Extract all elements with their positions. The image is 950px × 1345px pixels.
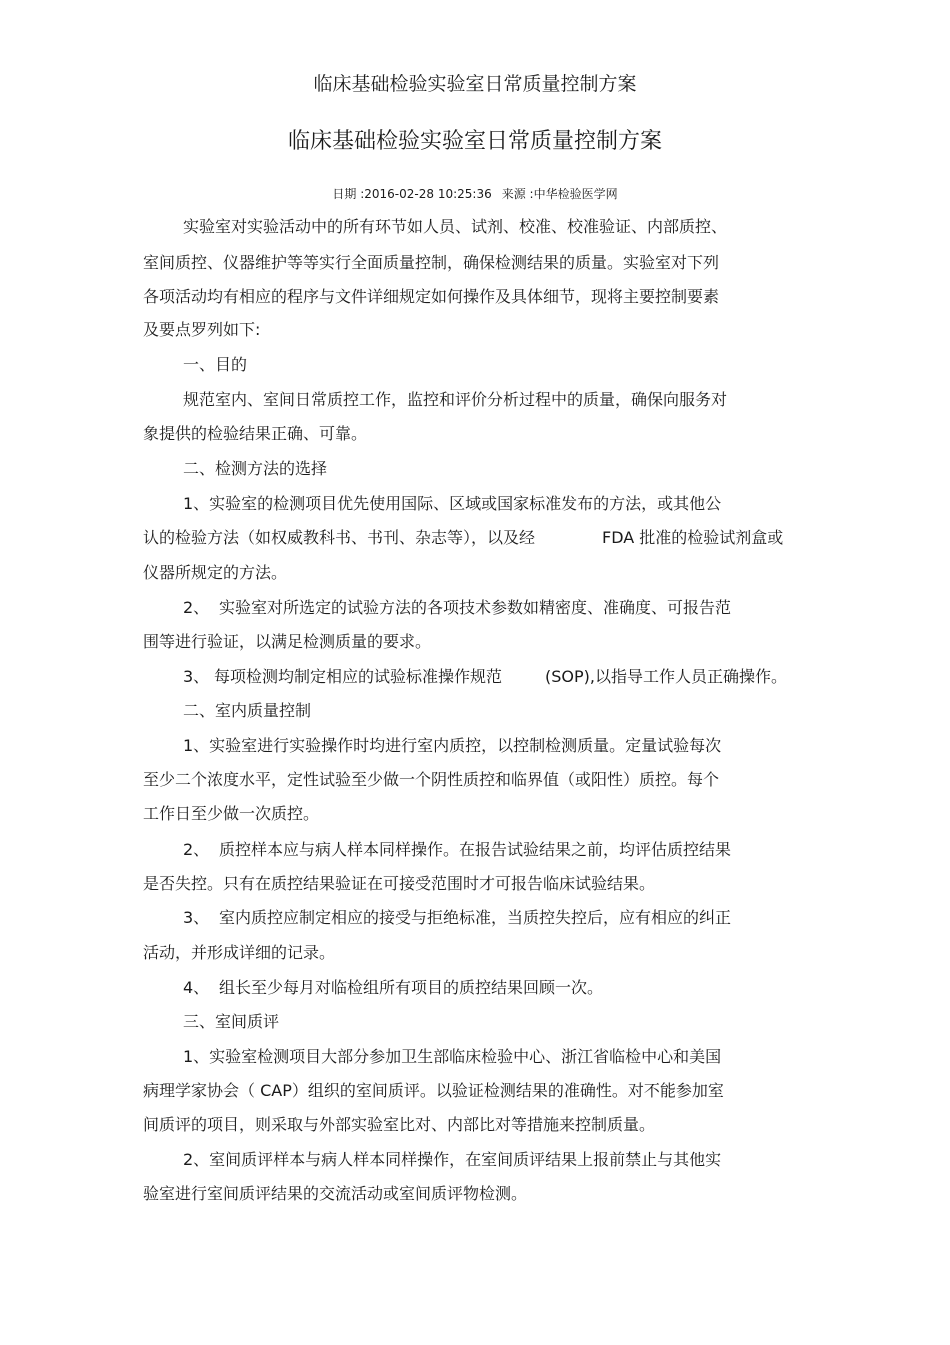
- section-heading: 三、室间质评: [183, 1012, 280, 1031]
- body-line: 围等进行验证，以满足检测质量的要求。: [143, 632, 432, 651]
- body-line: 仪器所规定的方法。: [143, 563, 288, 582]
- item-number: 3、: [183, 667, 210, 686]
- body-line: 是否失控。只有在质控结果验证在可接受范围时才可报告临床试验结果。: [143, 874, 656, 893]
- body-line: 间质评的项目，则采取与外部实验室比对、内部比对等措施来控制质量。: [143, 1115, 656, 1134]
- item-number: 2、: [183, 598, 210, 617]
- section-heading: 一、目的: [183, 355, 248, 374]
- body-line: FDA 批准的检验试剂盒或: [602, 528, 784, 547]
- source-value: 中华检验医学网: [533, 187, 618, 201]
- body-line: 工作日至少做一次质控。: [143, 804, 320, 823]
- article-meta: [0, 186, 950, 202]
- date-value: 2016-02-28 10:25:36: [364, 187, 492, 201]
- body-line: 1、实验室的检测项目优先使用国际、区域或国家标准发布的方法，或其他公: [183, 494, 722, 513]
- body-line: 组长至少每月对临检组所有项目的质控结果回顾一次。: [219, 978, 604, 997]
- body-line: 病理学家协会（ CAP）组织的室间质评。以验证检测结果的准确性。对不能参加室: [143, 1081, 724, 1100]
- body-line: 象提供的检验结果正确、可靠。: [143, 424, 368, 443]
- body-line: 及要点罗列如下:: [143, 320, 261, 339]
- item-number: 3、: [183, 908, 210, 927]
- date-label: 日期 :: [332, 187, 365, 201]
- body-line: 2、室间质评样本与病人样本同样操作，在室间质评结果上报前禁止与其他实: [183, 1150, 722, 1169]
- body-line: 室内质控应制定相应的接受与拒绝标准，当质控失控后，应有相应的纠正: [219, 908, 732, 927]
- body-line: 1、实验室检测项目大部分参加卫生部临床检验中心、浙江省临检中心和美国: [183, 1047, 722, 1066]
- page-title: 临床基础检验实验室日常质量控制方案: [287, 129, 662, 154]
- section-heading: 二、检测方法的选择: [183, 459, 328, 478]
- body-line: 实验室对实验活动中的所有环节如人员、试剂、校准、校准验证、内部质控、: [183, 217, 728, 236]
- item-number: 4、: [183, 978, 210, 997]
- running-title: 临床基础检验实验室日常质量控制方案: [313, 73, 637, 95]
- body-line: 认的检验方法（如权威教科书、书刊、杂志等），以及经: [143, 528, 536, 547]
- section-heading: 二、室内质量控制: [183, 701, 312, 720]
- body-line: 至少二个浓度水平，定性试验至少做一个阴性质控和临界值（或阳性）质控。每个: [143, 770, 720, 789]
- body-line: 各项活动均有相应的程序与文件详细规定如何操作及具体细节，现将主要控制要素: [143, 287, 720, 306]
- body-line: 质控样本应与病人样本同样操作。在报告试验结果之前，均评估质控结果: [219, 840, 732, 859]
- body-line: (SOP),以指导工作人员正确操作。: [545, 667, 787, 686]
- body-line: 室间质控、仪器维护等等实行全面质量控制，确保检测结果的质量。实验室对下列: [143, 253, 720, 272]
- body-line: 规范室内、室间日常质控工作，监控和评价分析过程中的质量，确保向服务对: [183, 390, 728, 409]
- source-label: 来源 :: [501, 187, 534, 201]
- body-line: 活动，并形成详细的记录。: [143, 943, 336, 962]
- body-line: 1、实验室进行实验操作时均进行室内质控，以控制检测质量。定量试验每次: [183, 736, 722, 755]
- body-line: 每项检测均制定相应的试验标准操作规范: [214, 667, 503, 686]
- body-line: 实验室对所选定的试验方法的各项技术参数如精密度、准确度、可报告范: [219, 598, 732, 617]
- item-number: 2、: [183, 840, 210, 859]
- body-line: 验室进行室间质评结果的交流活动或室间质评物检测。: [143, 1184, 528, 1203]
